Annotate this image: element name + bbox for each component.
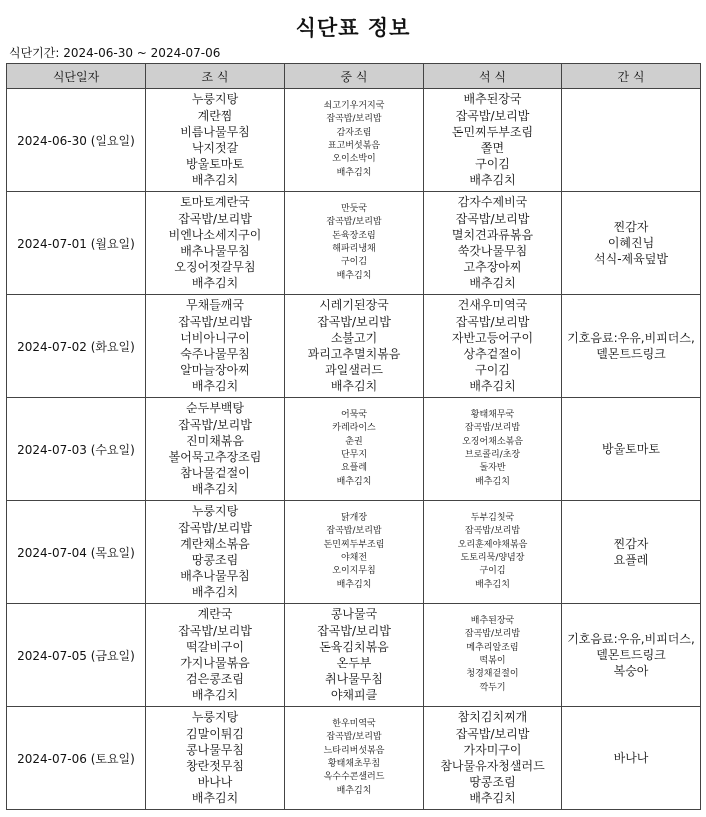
breakfast-cell [146,604,285,707]
meal-date: 2024-06-30 (일요일) [7,89,146,192]
menu-item: 찐감자 [613,536,649,551]
menu-item: 시레기된장국 [319,298,389,313]
menu-item: 배추김치 [336,579,372,590]
menu-item: 참나물유자청샐러드 [440,759,545,773]
menu-item: 취나물무침 [325,672,383,687]
meal-date: 2024-07-04 (목요일) [7,501,146,604]
snack-menu-list [564,536,698,568]
menu-item: 잡곡밥/보리밥 [317,314,391,329]
dinner-menu-list [426,709,559,806]
breakfast-menu-list [148,400,282,497]
table-row [7,604,701,707]
menu-item: 구이김 [340,257,368,268]
period-label: 식단기간: [9,46,60,60]
menu-item: 무채들깨국 [186,298,244,313]
menu-item: 느타리버섯볶음 [323,745,385,756]
menu-item: 순두부백탕 [186,401,244,416]
menu-item: 계란국 [197,607,233,622]
meal-period [9,44,220,61]
menu-item: 배추김치 [469,173,516,188]
menu-item: 감자조림 [336,127,372,138]
menu-item: 김말이튀김 [186,726,244,741]
menu-item: 계란찜 [197,108,233,123]
menu-item: 복숭아 [613,664,649,679]
snack-cell [562,89,701,192]
menu-item: 잡곡밥/보리밥 [178,314,252,329]
breakfast-menu-list [148,297,282,394]
menu-item: 깍두기 [479,682,506,693]
menu-item: 한우미역국 [332,718,376,729]
menu-item: 떡볶이 [479,656,506,666]
menu-item: 돌자반 [479,463,506,474]
header-snack: 간 식 [562,64,701,89]
menu-item: 만둣국 [340,203,368,214]
menu-item: 너비아니구이 [180,330,250,345]
menu-item: 도토리묵/양념장 [460,553,525,563]
menu-item: 잡곡밥/보리밥 [326,114,382,125]
menu-item: 메추리알조림 [466,642,519,653]
menu-item: 가지나물볶음 [180,656,250,670]
breakfast-cell [146,398,285,501]
menu-item: 잡곡밥/보리밥 [326,526,382,537]
page-title: 식단표 정보 [295,16,411,40]
menu-item: 고추장아찌 [463,260,522,275]
lunch-cell [285,501,424,604]
menu-item: 토마토계란국 [180,195,250,210]
menu-item: 기호음료:우유,비피더스, [567,631,695,646]
table-row [7,89,701,192]
dinner-menu-list [426,615,559,695]
lunch-cell [285,89,424,192]
header-dinner: 석 식 [424,64,562,89]
menu-item: 떡갈비구이 [186,639,244,654]
dinner-cell [424,192,562,295]
menu-item: 소불고기 [330,330,378,345]
menu-item: 참나물겉절이 [180,466,250,481]
menu-item: 구이김 [475,363,510,378]
menu-item: 오이지무침 [332,566,376,577]
lunch-menu-list [287,512,421,592]
lunch-menu-list [287,606,421,703]
menu-item: 누룽지탕 [191,504,239,519]
menu-item: 배추김치 [336,476,372,487]
menu-item: 잡곡밥/보리밥 [178,623,252,638]
dinner-menu-list [426,194,559,291]
breakfast-cell [146,707,285,810]
snack-menu-list [564,750,698,766]
menu-item: 쇠고기우거지국 [323,100,385,111]
dinner-cell [424,295,562,398]
dinner-menu-list [426,409,559,489]
lunch-menu-list [287,297,421,394]
breakfast-cell [146,89,285,192]
snack-cell [562,398,701,501]
menu-item: 석식-제육덮밥 [594,252,668,267]
meal-date: 2024-07-03 (수요일) [7,398,146,501]
table-row [7,192,701,295]
menu-item: 땅콩조림 [191,553,239,567]
menu-item: 콩나물무침 [186,742,244,757]
dinner-menu-list [426,91,559,188]
lunch-cell [285,707,424,810]
menu-item: 오징어채소볶음 [462,436,523,447]
menu-item: 배추김치 [469,276,516,291]
meal-date: 2024-07-01 (월요일) [7,192,146,295]
menu-item: 비름나물무침 [180,124,250,139]
meal-date: 2024-07-06 (토요일) [7,707,146,810]
meal-date: 2024-07-02 (화요일) [7,295,146,398]
menu-item: 닭개장 [340,512,368,523]
menu-item: 온두부 [336,656,372,670]
menu-item: 잡곡밥/보리밥 [317,623,391,638]
menu-item: 자반고등어구이 [451,330,534,345]
snack-menu-list [564,441,698,457]
menu-item: 배추김치 [469,379,516,394]
menu-item: 델몬트드링크 [596,647,666,662]
menu-item: 돈육김치볶음 [319,639,389,654]
menu-item: 배추김치 [191,791,239,806]
menu-item: 숙주나물무침 [180,347,250,361]
breakfast-cell [146,501,285,604]
menu-item: 이혜진님 [607,235,655,250]
dinner-cell [424,501,562,604]
menu-item: 배추김치 [191,688,239,703]
menu-item: 잡곡밥/보리밥 [464,423,521,434]
menu-item: 배추김치 [191,482,239,497]
menu-item: 꽈리고추멸치볶음 [307,347,401,361]
menu-item: 돈민찌두부조림 [323,539,385,550]
menu-item: 바나나 [197,775,233,790]
menu-item: 참치김치찌개 [457,710,528,725]
menu-item: 배추김치 [191,379,239,394]
lunch-cell [285,295,424,398]
lunch-cell [285,192,424,295]
menu-item: 기호음료:우유,비피더스, [567,330,695,345]
menu-item: 누룽지탕 [191,92,239,107]
menu-item: 구이김 [475,157,510,172]
table-row [7,295,701,398]
menu-item: 쑥갓나물무침 [457,244,528,258]
menu-item: 건새우미역국 [457,298,528,313]
dinner-cell [424,707,562,810]
menu-item: 진미채볶음 [186,433,244,448]
menu-item: 가자미구이 [463,742,522,757]
menu-item: 표고버섯볶음 [327,141,381,151]
menu-item: 배추김치 [475,476,510,487]
header-breakfast: 조 식 [146,64,285,89]
menu-item: 배추김치 [330,379,378,394]
menu-item: 배추된장국 [463,92,522,107]
breakfast-menu-list [148,606,282,703]
breakfast-menu-list [148,91,282,188]
dinner-menu-list [426,512,559,592]
menu-item: 잡곡밥/보리밥 [178,211,252,226]
menu-item: 쫄면 [480,141,505,155]
menu-item: 감자수제비국 [457,195,528,210]
menu-item: 단무지 [340,450,368,460]
snack-menu-list [564,631,698,680]
menu-item: 잡곡밥/보리밥 [464,526,521,537]
snack-cell [562,295,701,398]
menu-item: 어묵국 [340,409,368,420]
menu-item: 잡곡밥/보리밥 [464,629,521,640]
menu-item: 옥수수콘샐러드 [323,772,385,783]
menu-item: 청경채겉절이 [466,669,519,680]
meal-table [6,63,701,810]
menu-item: 잡곡밥/보리밥 [455,211,530,226]
menu-item: 야채전 [340,553,368,563]
menu-item: 돈민찌두부조림 [451,124,534,139]
snack-cell [562,707,701,810]
meal-date: 2024-07-05 (금요일) [7,604,146,707]
snack-cell [562,501,701,604]
menu-item: 배추김치 [191,585,239,600]
breakfast-menu-list [148,194,282,291]
menu-item: 배추김치 [191,173,239,188]
menu-item: 잡곡밥/보리밥 [178,417,252,432]
menu-item: 상추겉절이 [463,347,522,361]
menu-item: 과일샐러드 [325,363,383,378]
table-row [7,707,701,810]
menu-item: 잡곡밥/보리밥 [326,732,382,743]
breakfast-cell [146,192,285,295]
lunch-cell [285,398,424,501]
menu-item: 멸치견과류볶음 [451,227,534,242]
menu-item: 잡곡밥/보리밥 [455,108,530,123]
menu-item: 알마늘장아찌 [180,363,250,378]
snack-menu-list [564,330,698,362]
menu-item: 잡곡밥/보리밥 [326,217,382,228]
menu-item: 배추김치 [475,579,510,590]
menu-item: 해파리냉채 [332,244,376,254]
menu-item: 검은콩조림 [186,672,244,687]
dinner-cell [424,604,562,707]
table-row [7,501,701,604]
menu-item: 춘권 [345,436,363,447]
menu-item: 요플레 [340,463,368,474]
meal-table-body [7,89,701,810]
lunch-cell [285,604,424,707]
lunch-menu-list [287,100,421,180]
snack-menu-list [564,219,698,268]
dinner-menu-list [426,297,559,394]
menu-item: 황태채초무침 [327,759,381,769]
header-date: 식단일자 [7,64,146,89]
menu-item: 배추나물무침 [180,569,250,584]
menu-item: 오이소박이 [332,154,376,165]
menu-item: 찐감자 [613,219,649,234]
menu-item: 누룽지탕 [191,710,239,725]
menu-item: 바나나 [613,750,649,765]
lunch-menu-list [287,718,421,798]
menu-item: 낙지젓갈 [191,141,239,155]
lunch-menu-list [287,203,421,283]
menu-item: 비엔나소세지구이 [168,227,262,242]
menu-item: 배추나물무침 [180,244,250,258]
breakfast-menu-list [148,709,282,806]
menu-item: 야채피클 [330,688,378,703]
menu-item: 콩나물국 [330,607,378,622]
menu-item: 델몬트드링크 [596,347,666,361]
menu-item: 잡곡밥/보리밥 [178,520,252,535]
menu-item: 땅콩조림 [469,775,516,790]
menu-item: 배추김치 [336,270,372,281]
menu-item: 요플레 [613,553,649,567]
dinner-cell [424,89,562,192]
menu-item: 배추김치 [191,276,239,291]
menu-item: 창란젓무침 [186,759,244,773]
header-row [7,64,701,89]
menu-item: 오리훈제야채볶음 [457,539,528,550]
snack-cell [562,604,701,707]
dinner-cell [424,398,562,501]
menu-item: 구이김 [479,566,506,577]
menu-item: 배추된장국 [470,615,515,626]
table-row [7,398,701,501]
breakfast-menu-list [148,503,282,600]
menu-item: 두부김칫국 [470,512,515,523]
menu-item: 볼어묵고추장조림 [168,450,262,464]
menu-item: 방울토마토 [602,441,660,456]
menu-item: 돈육장조림 [332,230,376,241]
menu-item: 오징어젓갈무침 [174,260,256,275]
menu-item: 계란채소볶음 [180,536,250,551]
header-lunch: 중 식 [285,64,424,89]
period-value: 2024-06-30 ~ 2024-07-06 [63,46,221,60]
menu-item: 배추김치 [336,785,372,796]
menu-item: 배추김치 [469,791,516,806]
menu-item: 카레라이스 [332,423,376,434]
breakfast-cell [146,295,285,398]
snack-cell [562,192,701,295]
menu-item: 브로콜리/초장 [464,450,521,460]
menu-item: 배추김치 [336,167,372,178]
menu-item: 방울토마토 [186,157,244,172]
menu-item: 잡곡밥/보리밥 [455,726,530,741]
menu-item: 잡곡밥/보리밥 [455,314,530,329]
menu-item: 황태채무국 [470,409,515,420]
lunch-menu-list [287,409,421,489]
